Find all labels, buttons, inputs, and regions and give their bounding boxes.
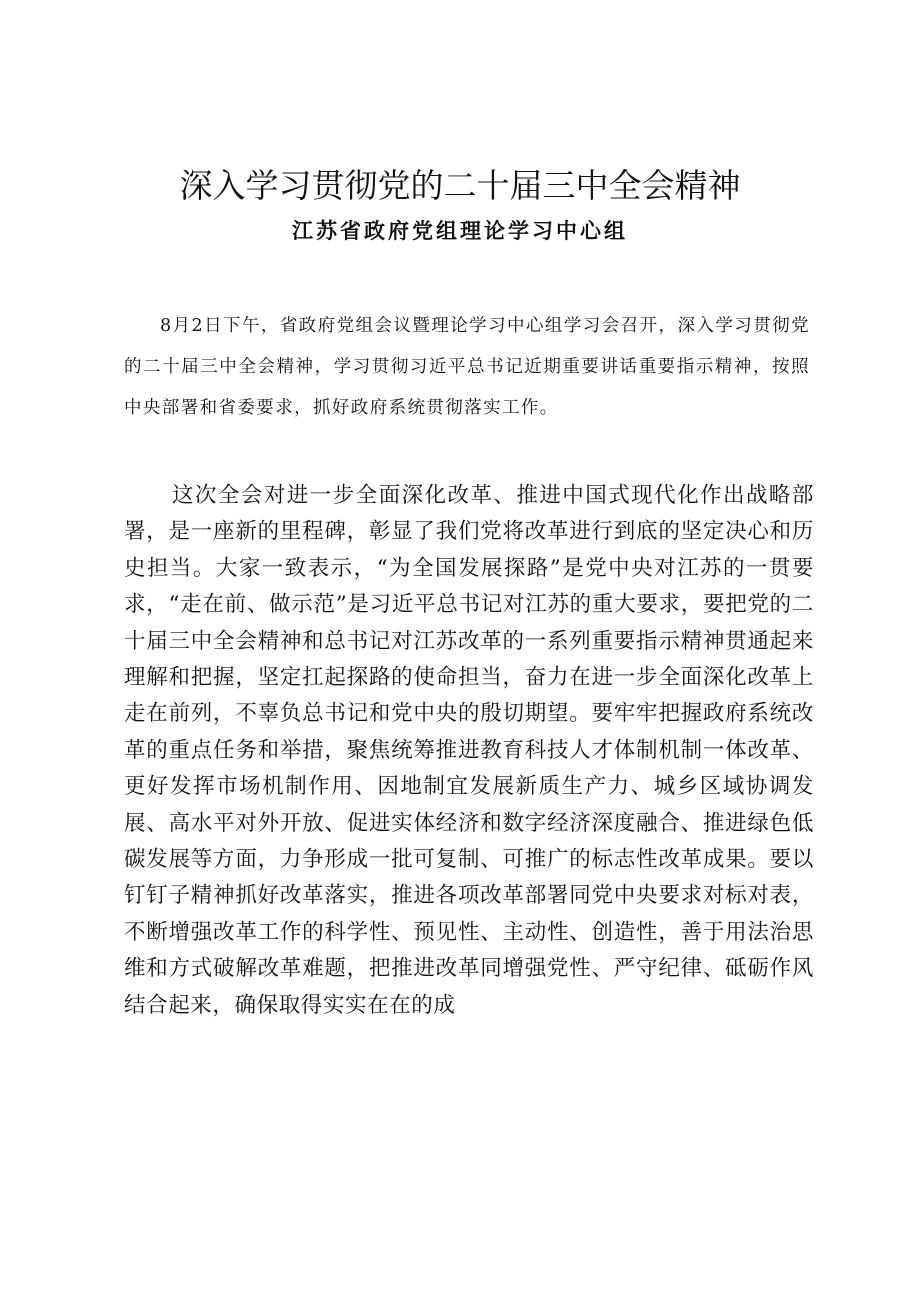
document-subtitle: 江苏省政府党组理论学习中心组 [292, 218, 628, 243]
document-title: 深入学习贯彻党的二十届三中全会精神 [179, 166, 741, 205]
paragraph-body: 这次全会对进一步全面深化改革、推进中国式现代化作出战略部署，是一座新的里程碑，彰显了我们党将改革进行到底的坚定决心和历史担当。大家一致表示，“为全国发展探路”是党中央对江苏的一贯要求，“走在前、做示范”是习近平总书记对江苏的重大要求，要把党的二十届三中全会精神和总书记对江苏改革的一系列重要指示精神贯通起来理解和把握，坚定扛起探路的使命担当，奋力在进一步全面深化改革上走在前列，不辜负总书记和党中央的殷切期望。要牢牢把握政府系统改革的重点任务和举措，聚焦统筹推进教育科技人才体制机制一体改革、更好发挥市场机制作用、因地制宜发展新质生产力、城乡区域协调发展、高水平对外开放、促进实体经济和数字经济深度融合、推进绿色低碳发展等方面，力争形成一批可复制、可推广的标志性改革成果。要以钉钉子精神抓好改革落实，推进各项改革部署同党中央要求对标对表，不断增强改革工作的科学性、预见性、主动性、创造性，善于用法治思维和方式破解改革难题，把推进改革同增强党性、严守纪律、砥砺作风结合起来，确保取得实实在在的成 [124, 483, 814, 1018]
paragraph-intro: 8月2日下午，省政府党组会议暨理论学习中心组学习会召开，深入学习贯彻党的二十届三中全会精神，学习贯彻习近平总书记近期重要讲话重要指示精神，按照中央部署和省委要求，抓好政府系统贯彻落实工作。 [124, 316, 810, 418]
